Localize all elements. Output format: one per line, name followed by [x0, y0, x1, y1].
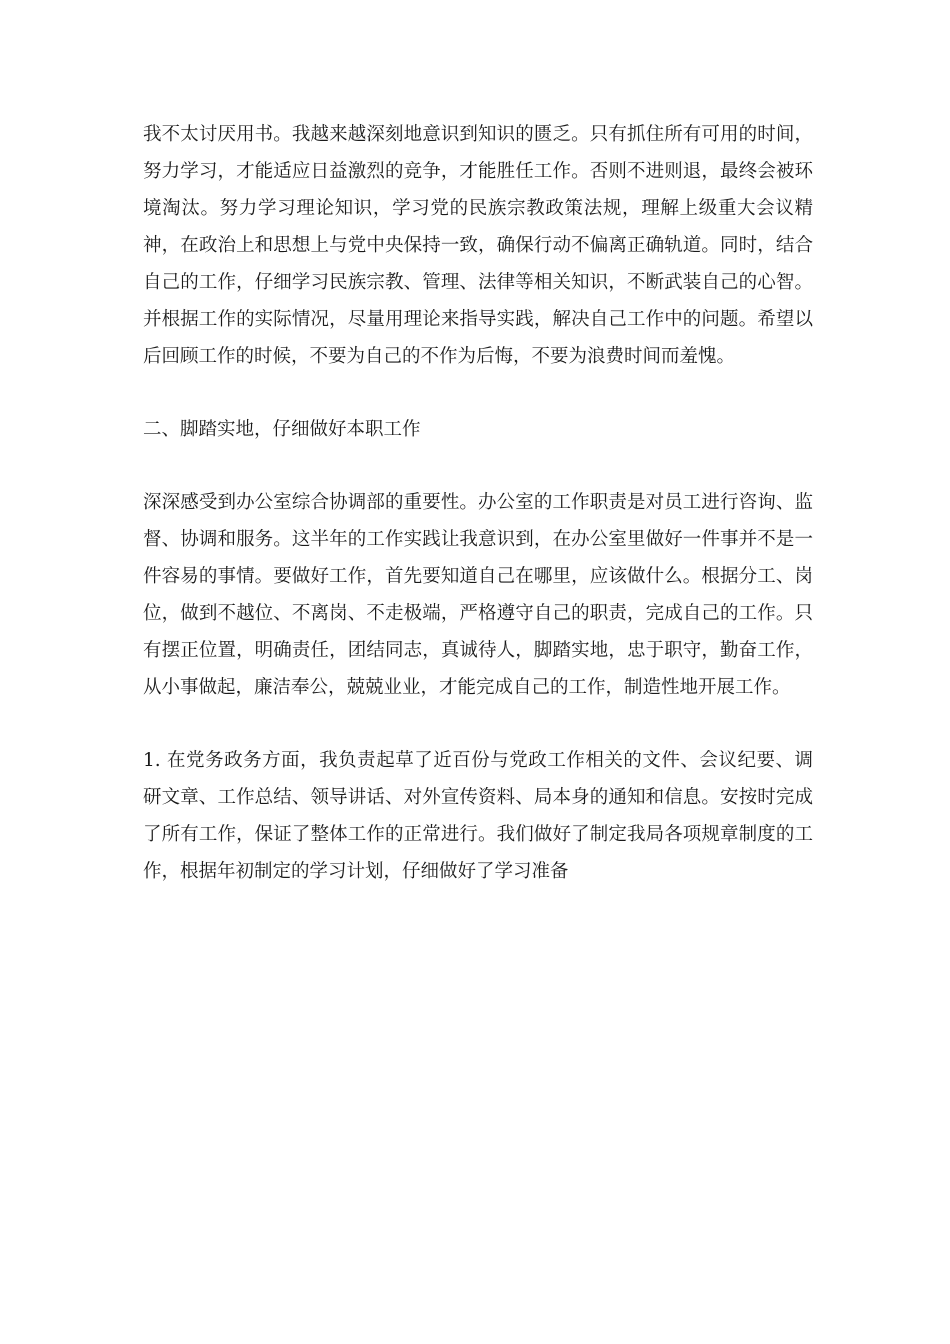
- paragraph-study: 我不太讨厌用书。我越来越深刻地意识到知识的匮乏。只有抓住所有可用的时间，努力学习，才能适应日益激烈的竞争，才能胜任工作。否则不进则退，最终会被环境淘汰。努力学习理论知识，学习党的民族宗教政策法规，理解上级重大会议精神，在政治上和思想上与党中央保持一致，确保行动不偏离正确轨道。同时，结合自己的工作，仔细学习民族宗教、管理、法律等相关知识，不断武装自己的心智。并根据工作的实际情况，尽量用理论来指导实践，解决自己工作中的问题。希望以后回顾工作的时候，不要为自己的不作为后悔，不要为浪费时间而羞愧。: [143, 124, 813, 367]
- document-body: [143, 116, 813, 890]
- paragraph-party-affairs: 1. 在党务政务方面，我负责起草了近百份与党政工作相关的文件、会议纪要、调研文章、工作总结、领导讲话、对外宣传资料、局本身的通知和信息。安按时完成了所有工作，保证了整体工作的正常进行。我们做好了制定我局各项规章制度的工作，根据年初制定的学习计划，仔细做好了学习准备: [143, 750, 813, 882]
- paragraph-gap: [143, 448, 813, 484]
- section-heading: 二、脚踏实地，仔细做好本职工作: [143, 419, 421, 440]
- paragraph-gap: [143, 706, 813, 742]
- paragraph-office-role: 深深感受到办公室综合协调部的重要性。办公室的工作职责是对员工进行咨询、监督、协调和服务。这半年的工作实践让我意识到，在办公室里做好一件事并不是一件容易的事情。要做好工作，首先要知道自己在哪里，应该做什么。根据分工、岗位，做到不越位、不离岗、不走极端，严格遵守自己的职责，完成自己的工作。只有摆正位置，明确责任，团结同志，真诚待人，脚踏实地，忠于职守，勤奋工作，从小事做起，廉洁奉公，兢兢业业，才能完成自己的工作，制造性地开展工作。: [143, 492, 813, 698]
- paragraph-gap: [143, 375, 813, 411]
